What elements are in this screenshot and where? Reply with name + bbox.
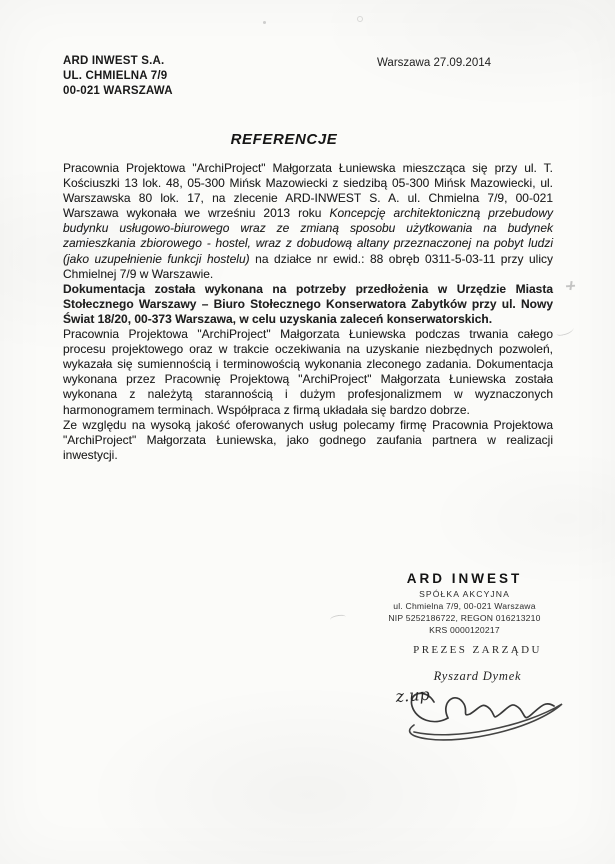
document-title: REFERENCJE bbox=[230, 131, 338, 148]
paragraph-4: Ze względu na wysoką jakość oferowanych usług polecamy firmę Pracownia Projektowa "ArchiProject" Małgorzata Łuniewska, jako godnego zaufania partnera w realizacji inwestycji. bbox=[63, 417, 553, 462]
stamp-registry-numbers: NIP 5252186722, REGON 016213210 bbox=[388, 613, 541, 623]
stamp-address: ul. Chmielna 7/9, 00-021 Warszawa bbox=[393, 601, 536, 611]
letter-body bbox=[63, 161, 553, 463]
pen-mark bbox=[330, 614, 347, 623]
title-wrap bbox=[0, 131, 568, 149]
paragraph-2-bold: Dokumentacja została wykonana na potrzeby przedłożenia w Urzędzie Miasta Stołecznego Warszawy – Biuro Stołecznego Konserwatora Zabytków przy ul. Nowy Świat 18/20, 00-373 Warszawa, w celu uzyskania zaleceń konserwatorskich. bbox=[63, 281, 553, 326]
paragraph-1-italic-run: Koncepcję architektoniczną przebudowy budynku usługowo-biurowego wraz ze zmianą sposobu użytkowania na budynek zamieszkania zbiorowego - hostel, wraz z dobudową altany przeznaczonej na pobyt ludzi (jako uzupełnienie funkcji hostelu) bbox=[63, 206, 553, 266]
pen-mark bbox=[566, 281, 575, 290]
paragraph-1-closing-run: na działce nr ewid.: 88 obręb 0311-5-03-11 przy ulicy Chmielnej 7/9 w Warszawie. bbox=[63, 251, 553, 281]
scan-speck bbox=[357, 16, 363, 22]
signatory-name: Ryszard Dymek bbox=[433, 669, 522, 683]
paragraph-1-normal-run: Pracownia Projektowa "ArchiProject" Małgorzata Łuniewska mieszcząca się przy ul. T. Kościuszki 13 lok. 48, 05-300 Mińsk Mazowiecki z siedzibą 05-300 Mińsk Mazowiecki, ul. Warszawska 80 lok. 17, na zlecenie ARD-INWEST S. A. ul. Chmielna 7/9, 00-021 Warszawa wykonała we wrześniu 2013 roku bbox=[63, 161, 553, 221]
stamp-company-name: ARD INWEST bbox=[406, 571, 523, 586]
paragraph-1 bbox=[63, 161, 553, 282]
dateline: Warszawa 27.09.2014 bbox=[377, 57, 492, 69]
company-stamp bbox=[357, 571, 572, 636]
stamp-company-form: SPÓŁKA AKCYJNA bbox=[419, 589, 510, 599]
sender-address-line1: UL. CHMIELNA 7/9 bbox=[63, 70, 168, 82]
scan-speck bbox=[263, 21, 266, 24]
letterhead bbox=[63, 54, 173, 99]
sender-name: ARD INWEST S.A. bbox=[63, 55, 165, 67]
signatory-role: PREZES ZARZĄDU bbox=[413, 644, 542, 656]
paragraph-3: Pracownia Projektowa "ArchiProject" Małgorzata Łuniewska podczas trwania całego procesu projektowego oraz w trakcie oczekiwania na uzyskanie niezbędnych pozwoleń, wykazała się sumiennością i terminowością wykonania zleconego zadania. Dokumentacja wykonana przez Pracownię Projektową "ArchiProject" Małgorzata Łuniewska została wykonana z należytą starannością i dużym profesjonalizmem w wyznaczonych harmonogramem terminach. Współpraca z firmą układała się bardzo dobrze. bbox=[63, 327, 553, 417]
handwritten-note: z.up bbox=[394, 684, 431, 706]
stamp-krs-number: KRS 0000120217 bbox=[429, 625, 500, 635]
handwritten-signature bbox=[338, 680, 578, 758]
sender-address-line2: 00-021 WARSZAWA bbox=[63, 85, 173, 97]
pen-mark bbox=[555, 325, 574, 337]
